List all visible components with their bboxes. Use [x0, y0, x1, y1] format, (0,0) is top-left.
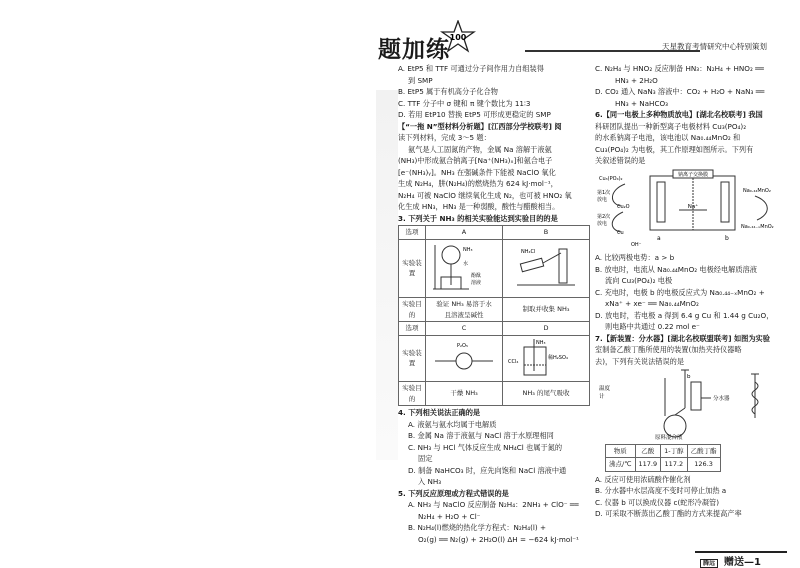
absorption-apparatus-drawing: [506, 337, 586, 377]
q7-option-c: C. 仪器 b 可以换成仪器 c(蛇形冷凝管): [595, 497, 720, 507]
first-discharge-2: 放电: [597, 196, 608, 203]
apparatus-b: [503, 239, 590, 298]
q6-option-d: D. 放电时，若电极 a 得到 6.4 g Cu 和 1.44 g Cu₂O，: [595, 310, 774, 320]
q6-option-c: C. 充电时，电极 b 的电极反应式为 Na₀.₄₄₋ₓMnO₂ +: [595, 287, 765, 297]
footer-logo: 腾远: [700, 559, 718, 568]
apparatus-c: [426, 335, 503, 382]
membrane-label: 钠离子交换膜: [677, 171, 709, 178]
table-header: D: [503, 322, 590, 336]
separator-label: 分水器: [713, 396, 730, 402]
label-water: 水: [463, 260, 469, 267]
q7-option-b: B. 分水器中水层高度不变时可停止加热 a: [595, 486, 727, 495]
label-h2so4: 稀H₂SO₄: [548, 354, 568, 361]
second-discharge-1: 第2次: [597, 213, 611, 220]
q2-option-c: C. TTF 分子中 σ 键和 π 键个数比为 11∶3: [398, 98, 531, 108]
q2-option-a-cont: 到 SMP: [408, 75, 433, 85]
q6-option-a: A. 比较两极电势：a > b: [595, 253, 675, 262]
q4-option-d-cont: 入 NH₃: [418, 477, 442, 486]
q6-option-c-cont: xNa⁺ + xe⁻ ══ Na₀.₄₄MnO₂: [605, 299, 699, 308]
electrode-a-label: a: [657, 234, 661, 242]
q6-stem: 关叙述错误的是: [595, 156, 646, 165]
second-discharge-2: 放电: [597, 220, 608, 227]
q7-option-a: A. 反应可使用浓硫酸作催化剂: [595, 474, 691, 484]
cu2o-label: Cu₂O: [617, 203, 630, 210]
q5-option-b-cont: O₂(g) ══ N₂(g) + 2H₂O(l) ΔH = −624 kJ·mol⁻¹: [418, 534, 579, 544]
q4-option-a: A. 液氨与氨水均属于电解质: [408, 419, 497, 429]
q5-option-a: A. NH₃ 与 NaClO 反应制备 N₂H₄：2NH₃ + ClO⁻ ══: [408, 500, 579, 509]
purpose-a: 验证 NH₃ 易溶于水 且溶液呈碱性: [426, 298, 503, 322]
mix-label: 原料混合液: [655, 435, 683, 440]
star-badge-icon: [440, 20, 476, 56]
table-header: 选项: [399, 322, 426, 336]
q4-option-c: C. NH₃ 与 HCl 气体反应生成 NH₄Cl 也属于氮的: [408, 442, 563, 452]
material-intro-cont: 读下列材料，完成 3～5 题：: [398, 133, 491, 142]
row-label: 实验装置: [399, 335, 426, 382]
q5-option-d-cont: HN₃ + NaHCO₃: [615, 98, 668, 108]
q5-option-d: D. CO₂ 通入 NaN₃ 溶液中：CO₂ + H₂O + NaN₃ ══: [595, 87, 765, 96]
oh-label: OH⁻: [631, 241, 642, 248]
material-text: (NH₃)中形成氨合钠离子[Na⁺(NH₃)ₓ]和氨合电子: [398, 156, 553, 165]
q6-stem: Cu₃(PO₄)₂ 为电极，其工作原理如图所示。下列有: [595, 144, 754, 154]
table-header: A: [426, 226, 503, 240]
table-header: 物质: [606, 444, 636, 458]
q6-title: 6.【同一电极上多种物质放电】[湖北名校联考] 我国: [595, 110, 763, 119]
thermometer-label-1: 温度: [599, 386, 611, 392]
q4-option-d: D. 制备 NaHCO₃ 时，应先向饱和 NaCl 溶液中通: [408, 465, 567, 475]
q6-option-d-cont: 则电路中共通过 0.22 mol e⁻: [605, 322, 700, 331]
row-label: 实验目的: [399, 382, 426, 406]
q7-stem: 室制备乙酸丁酯所使用的装置(加热夹持仪器略: [595, 345, 742, 354]
boiling-point-table: [605, 444, 721, 472]
thermometer-label-2: 计: [599, 394, 605, 400]
q6-option-b: B. 放电时，电流从 Na₀.₄₄MnO₂ 电极经电解质溶液: [595, 264, 757, 274]
table-header: 1-丁醇: [661, 444, 687, 458]
purpose-c: 干燥 NH₃: [426, 382, 503, 406]
row-label: 实验装置: [399, 239, 426, 298]
material-text: 氨气是人工固氮的产物，金属 Na 溶解于液氨: [408, 144, 552, 154]
first-discharge-1: 第1次: [597, 189, 611, 196]
q2-option-b: B. EtP5 属于有机高分子化合物: [398, 87, 498, 96]
q3-title: 3. 下列关于 NH₃ 的相关实验能达到实验目的的是: [398, 213, 558, 223]
label-ccl4: CCl₄: [508, 358, 519, 365]
purpose-b: 制取并收集 NH₃: [503, 298, 590, 322]
label-nh3: NH₃: [463, 246, 473, 253]
label-phenol-2: 溶液: [471, 279, 482, 286]
apparatus-a: [426, 239, 503, 298]
label-p2o5: P₂O₅: [457, 342, 468, 349]
q5-option-c-cont: HN₃ + 2H₂O: [615, 75, 658, 85]
q5-option-a-cont: N₂H₄ + H₂O + Cl⁻: [418, 511, 481, 521]
label-nh4cl: NH₄Cl: [521, 248, 536, 255]
page-footer: [700, 553, 761, 568]
q4-option-b: B. 金属 Na 溶于液氨与 NaCl 溶于水原理相同: [408, 431, 554, 440]
material-text: [e⁻(NH₃)ᵧ]。NH₃ 在强碱条件下能被 NaClO 氧化: [398, 167, 556, 177]
ester-apparatus-diagram: [595, 368, 790, 440]
na-ion-label: Na⁺: [687, 203, 699, 210]
q6-option-b-cont: 流向 Cu₃(PO₄)₂ 电极: [605, 276, 673, 285]
na-mno2-b-label: Na₀.₄₄₋ₓMnO₂: [741, 223, 774, 230]
label-nh3-d: NH₃: [536, 339, 546, 346]
material-text: N₂H₄ 可被 NaClO 继续氧化生成 N₂，也可被 HNO₂ 氧: [398, 190, 572, 200]
q4-title: 4. 下列相关说法正确的是: [398, 408, 481, 417]
q6-stem: 科研团队提出一种新型离子电极材料 Cu₃(PO₄)₂: [595, 121, 747, 131]
q2-option-d: D. 若用 EtP10 替换 EtP5 可形成更稳定的 SMP: [398, 110, 551, 119]
table-header: 乙酸丁酯: [687, 444, 720, 458]
apparatus-d: [503, 335, 590, 382]
q7-option-d: D. 可采取不断蒸出乙酸丁酯的方式来提高产率: [595, 509, 742, 518]
cu3po42-label: Cu₃(PO₄)₂: [599, 175, 623, 182]
table-header: C: [426, 322, 503, 336]
q3-experiment-table: [398, 225, 590, 406]
battery-diagram: [595, 168, 790, 250]
table-header: 选项: [399, 226, 426, 240]
q2-option-a: A. EtP5 和 TTF 可通过分子间作用力自组装得: [398, 64, 544, 73]
q5-title: 5. 下列反应原理或方程式错误的是: [398, 488, 509, 498]
na-mno2-label: Na₀.₄₄MnO₂: [743, 187, 771, 194]
q7-stem: 去)，下列有关说法错误的是: [595, 356, 685, 366]
page-header: [0, 0, 800, 62]
label-phenol-1: 酚酞: [471, 272, 482, 279]
page-gutter-shadow: [376, 90, 398, 460]
q7-title: 7.【新装置：分水器】[湖北名校联盟联考] 如图为实验: [595, 333, 770, 343]
left-column: [398, 64, 593, 546]
q6-stem: 的水系钠离子电池，该电池以 Na₀.₄₄MnO₂ 和: [595, 133, 741, 142]
fountain-apparatus-drawing: [429, 241, 499, 293]
row-label: 实验目的: [399, 298, 426, 322]
material-text: 化生成 HN₃，HN₃ 是一种弱酸，酸性与醋酸相当。: [398, 202, 560, 211]
q4-option-c-cont: 固定: [418, 454, 433, 463]
table-cell: 117.9: [635, 458, 661, 472]
material-text: 生成 N₂H₄，肼(N₂H₄)的燃烧热为 624 kJ·mol⁻¹，: [398, 179, 558, 188]
b-label: b: [687, 374, 691, 380]
header-publisher: 天星教育考情研究中心特别策划: [662, 42, 767, 51]
table-header: B: [503, 226, 590, 240]
electrode-b-label: b: [725, 234, 729, 242]
row-label: 沸点/℃: [606, 458, 636, 472]
drying-tube-drawing: [429, 337, 499, 377]
table-cell: 126.3: [687, 458, 720, 472]
right-column: [595, 64, 792, 521]
badge-number: 100: [449, 33, 467, 42]
q5-option-b: B. N₂H₄(l)燃烧的热化学方程式：N₂H₄(l) +: [408, 523, 546, 532]
nh3-prep-apparatus-drawing: [511, 241, 581, 293]
purpose-d: NH₃ 的尾气吸收: [503, 382, 590, 406]
material-intro: 【“一拖 N”型材料分析题】[江西部分学校联考] 阅: [398, 121, 562, 131]
page-title: 题加练: [378, 37, 450, 63]
cu-label: Cu: [617, 229, 624, 236]
table-cell: 117.2: [661, 458, 687, 472]
footer-label: 赠送—1: [724, 557, 761, 568]
table-header: 乙酸: [635, 444, 661, 458]
q5-option-c: C. N₂H₄ 与 HNO₂ 反应制备 HN₃：N₂H₄ + HNO₂ ══: [595, 64, 764, 73]
